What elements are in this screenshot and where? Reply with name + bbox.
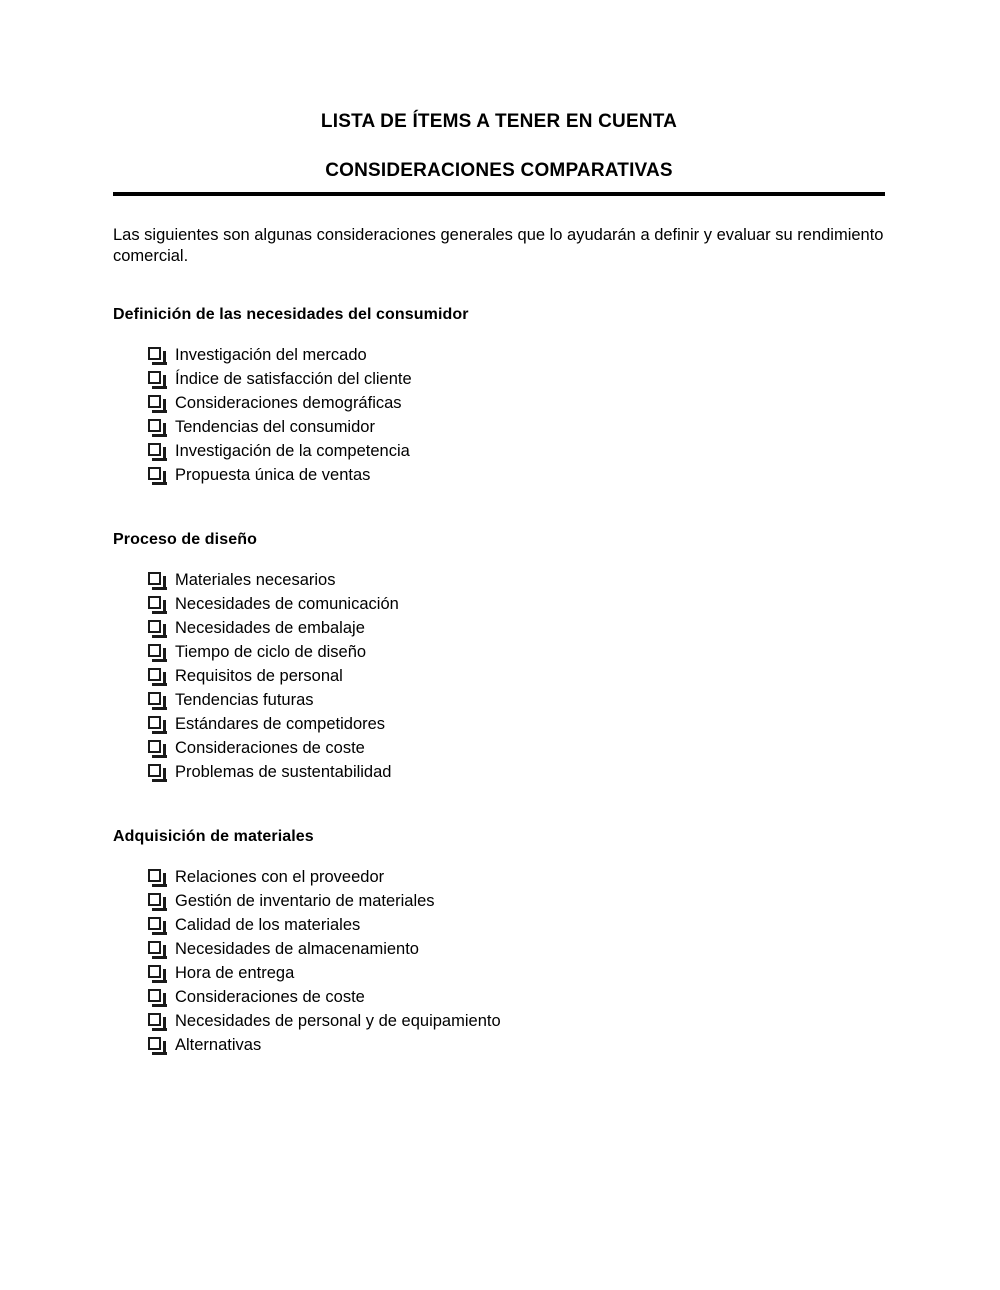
list-item-label: Consideraciones demográficas — [175, 394, 402, 412]
list-item-label: Investigación del mercado — [175, 346, 367, 364]
list-item-label: Relaciones con el proveedor — [175, 868, 385, 886]
list-item[interactable] — [113, 640, 885, 664]
checkbox-icon[interactable] — [148, 644, 161, 657]
checkbox-icon[interactable] — [148, 347, 161, 360]
list-item-label: Calidad de los materiales — [175, 916, 361, 934]
checkbox-icon[interactable] — [148, 419, 161, 432]
section-heading: Proceso de diseño — [113, 531, 257, 548]
list-item[interactable] — [113, 760, 885, 784]
list-item[interactable] — [113, 592, 885, 616]
list-item-label: Problemas de sustentabilidad — [175, 763, 392, 781]
checkbox-icon[interactable] — [148, 1037, 161, 1050]
list-item[interactable] — [113, 937, 885, 961]
list-item[interactable] — [113, 568, 885, 592]
list-item[interactable] — [113, 961, 885, 985]
page-subtitle: CONSIDERACIONES COMPARATIVAS — [325, 160, 673, 181]
list-item[interactable] — [113, 1033, 885, 1057]
checkbox-icon[interactable] — [148, 965, 161, 978]
checkbox-icon[interactable] — [148, 596, 161, 609]
list-item-label: Tiempo de ciclo de diseño — [175, 643, 367, 661]
list-item[interactable] — [113, 616, 885, 640]
list-item-label: Necesidades de personal y de equipamiento — [175, 1012, 501, 1030]
page-title: LISTA DE ÍTEMS A TENER EN CUENTA — [320, 111, 678, 132]
section-design-process — [113, 487, 885, 784]
list-item-label: Índice de satisfacción del cliente — [175, 370, 412, 388]
checkbox-icon[interactable] — [148, 668, 161, 681]
list-item[interactable] — [113, 439, 885, 463]
list-item-label: Tendencias futuras — [175, 691, 314, 709]
checklist-material-acquisition — [113, 847, 885, 1057]
checkbox-icon[interactable] — [148, 620, 161, 633]
list-item-label: Consideraciones de coste — [175, 739, 365, 757]
document-content — [113, 0, 885, 1057]
checkbox-icon[interactable] — [148, 692, 161, 705]
checkbox-icon[interactable] — [148, 716, 161, 729]
list-item[interactable] — [113, 865, 885, 889]
list-item-label: Hora de entrega — [175, 964, 295, 982]
list-item[interactable] — [113, 712, 885, 736]
list-item-label: Requisitos de personal — [175, 667, 343, 685]
title-divider — [113, 192, 885, 196]
list-item-label: Investigación de la competencia — [175, 442, 410, 460]
section-consumer-needs — [113, 267, 885, 487]
list-item-label: Gestión de inventario de materiales — [175, 892, 435, 910]
section-heading: Definición de las necesidades del consumidor — [113, 306, 469, 323]
list-item-label: Necesidades de embalaje — [175, 619, 365, 637]
checkbox-icon[interactable] — [148, 869, 161, 882]
list-item[interactable] — [113, 367, 885, 391]
checklist-design-process — [113, 550, 885, 784]
list-item-label: Propuesta única de ventas — [175, 466, 371, 484]
list-item[interactable] — [113, 913, 885, 937]
list-item[interactable] — [113, 664, 885, 688]
list-item[interactable] — [113, 688, 885, 712]
list-item[interactable] — [113, 736, 885, 760]
list-item-label: Estándares de competidores — [175, 715, 386, 733]
list-item-label: Materiales necesarios — [175, 571, 336, 589]
list-item[interactable] — [113, 415, 885, 439]
list-item[interactable] — [113, 343, 885, 367]
list-item[interactable] — [113, 889, 885, 913]
checkbox-icon[interactable] — [148, 941, 161, 954]
list-item[interactable] — [113, 391, 885, 415]
checkbox-icon[interactable] — [148, 740, 161, 753]
checkbox-icon[interactable] — [148, 572, 161, 585]
list-item-label: Necesidades de comunicación — [175, 595, 399, 613]
checkbox-icon[interactable] — [148, 917, 161, 930]
checkbox-icon[interactable] — [148, 1013, 161, 1026]
checkbox-icon[interactable] — [148, 371, 161, 384]
list-item[interactable] — [113, 463, 885, 487]
list-item[interactable] — [113, 985, 885, 1009]
checkbox-icon[interactable] — [148, 989, 161, 1002]
checkbox-icon[interactable] — [148, 467, 161, 480]
checklist-consumer-needs — [113, 325, 885, 487]
section-material-acquisition — [113, 784, 885, 1057]
checkbox-icon[interactable] — [148, 764, 161, 777]
section-heading: Adquisición de materiales — [113, 828, 314, 845]
list-item-label: Necesidades de almacenamiento — [175, 940, 419, 958]
checkbox-icon[interactable] — [148, 893, 161, 906]
list-item-label: Consideraciones de coste — [175, 988, 365, 1006]
checkbox-icon[interactable] — [148, 395, 161, 408]
checkbox-icon[interactable] — [148, 443, 161, 456]
intro-paragraph: Las siguientes son algunas consideraciones generales que lo ayudarán a definir y evaluar su rendimiento comercial. — [113, 226, 884, 265]
list-item-label: Alternativas — [175, 1036, 262, 1054]
list-item[interactable] — [113, 1009, 885, 1033]
list-item-label: Tendencias del consumidor — [175, 418, 375, 436]
